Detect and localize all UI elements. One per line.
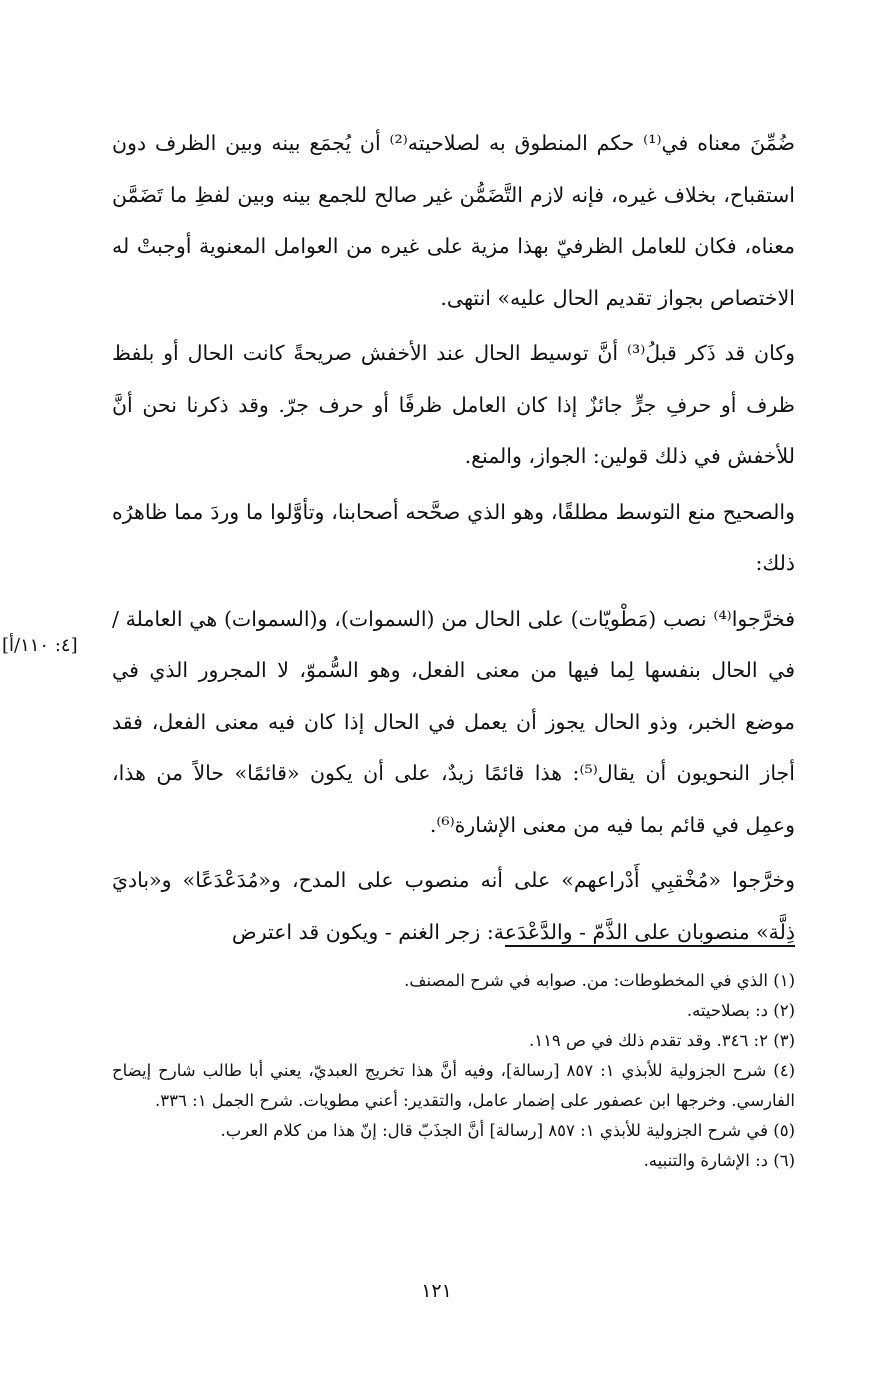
footnote-3: (٣) ٢: ٣٤٦. وقد تقدم ذلك في ص ١١٩.: [528, 1031, 795, 1050]
footnotes: [112, 966, 795, 1176]
main-text: [112, 118, 795, 958]
footnote-divider: [505, 945, 795, 947]
body-paragraph-2: وكان قد ذَكر قبلُ⁽³⁾ أنَّ توسيط الحال عند الأخفش صريحةً كانت الحال أو بلفظ ظرف أو حرفِ جرٍّ جائزٌ إذا كان العامل ظرفًا أو حرف جرّ. وقد ذكرنا نحن أنَّ للأخفش في ذلك قولين: الجواز، والمنع.: [112, 341, 795, 468]
footnote-1: (١) الذي في المخطوطات: من. صوابه في شرح المصنف.: [404, 971, 795, 990]
page-number: ١٢١: [421, 1280, 452, 1302]
body-paragraph-4: فخرَّجوا⁽⁴⁾ نصب (مَطْويّات) على الحال من (السموات)، و(السموات) هي العاملة /في الحال بنفسها لِما فيها من معنى الفعل، وهو السُّموّ، لا المجرور الذي في موضع الخبر، وذو الحال يجوز أن يعمل في الحال إذا كان فيه معنى الفعل، فقد أجاز النحويون أن يقال⁽⁵⁾: هذا قائمًا زيدٌ، على أن يكون «قائمًا» حالاً من هذا، وعمِل في قائم بما فيه من معنى الإشارة⁽⁶⁾.: [112, 606, 795, 837]
body-paragraph-3: والصحيح منع التوسط مطلقًا، وهو الذي صحَّحه أصحابنا، وتأوَّلوا ما وردَ مما ظاهرُه ذلك:: [112, 499, 795, 575]
footnote-2: (٢) د: بصلاحيته.: [686, 1001, 795, 1020]
footnote-4: (٤) شرح الجزولية للأبذي ١: ٨٥٧ [رسالة]، وفيه أنَّ هذا تخريج العبديّ، يعني أبا طالب شارح إيضاح الفارسي. وخرجها ابن عصفور على إضمار عامل، والتقدير: أعني مطويات. شرح الجمل ١: ٣٣٦.: [112, 1061, 795, 1110]
footnote-6: (٦) د: الإشارة والتنبيه.: [643, 1151, 795, 1170]
body-paragraph-5: وخرَّجوا «مُخْقبِي أَدْراعهم» على أنه منصوب على المدح، و«مُدَعْدَعًا» و«باديَ ذِلَّة» منصوبان على الذَّمّ - والدَّعْدَعة: زجر الغنم - ويكون قد اعترض: [112, 868, 795, 944]
margin-manuscript-reference: [٤: ١١٠/أ]: [2, 635, 78, 656]
body-paragraph-1: ضُمِّنَ معناه في⁽¹⁾ حكم المنطوق به لصلاحيته⁽²⁾ أن يُجمَع بينه وبين الظرف دون استقباح، بخلاف غيره، فإنه لازم التَّضَمُّن غير صالح للجمع بينه وبين لفظِ ما تَضَمَّن معناه، فكان للعامل الظرفيّ بهذا مزية على غيره من العوامل المعنوية أوجبتْ له الاختصاص بجواز تقديم الحال عليه» انتهى.: [112, 131, 795, 310]
footnote-5: (٥) في شرح الجزولية للأبذي ١: ٨٥٧ [رسالة] أنَّ الجذَبّ قال: إنّ هذا من كلام العرب.: [220, 1121, 795, 1140]
